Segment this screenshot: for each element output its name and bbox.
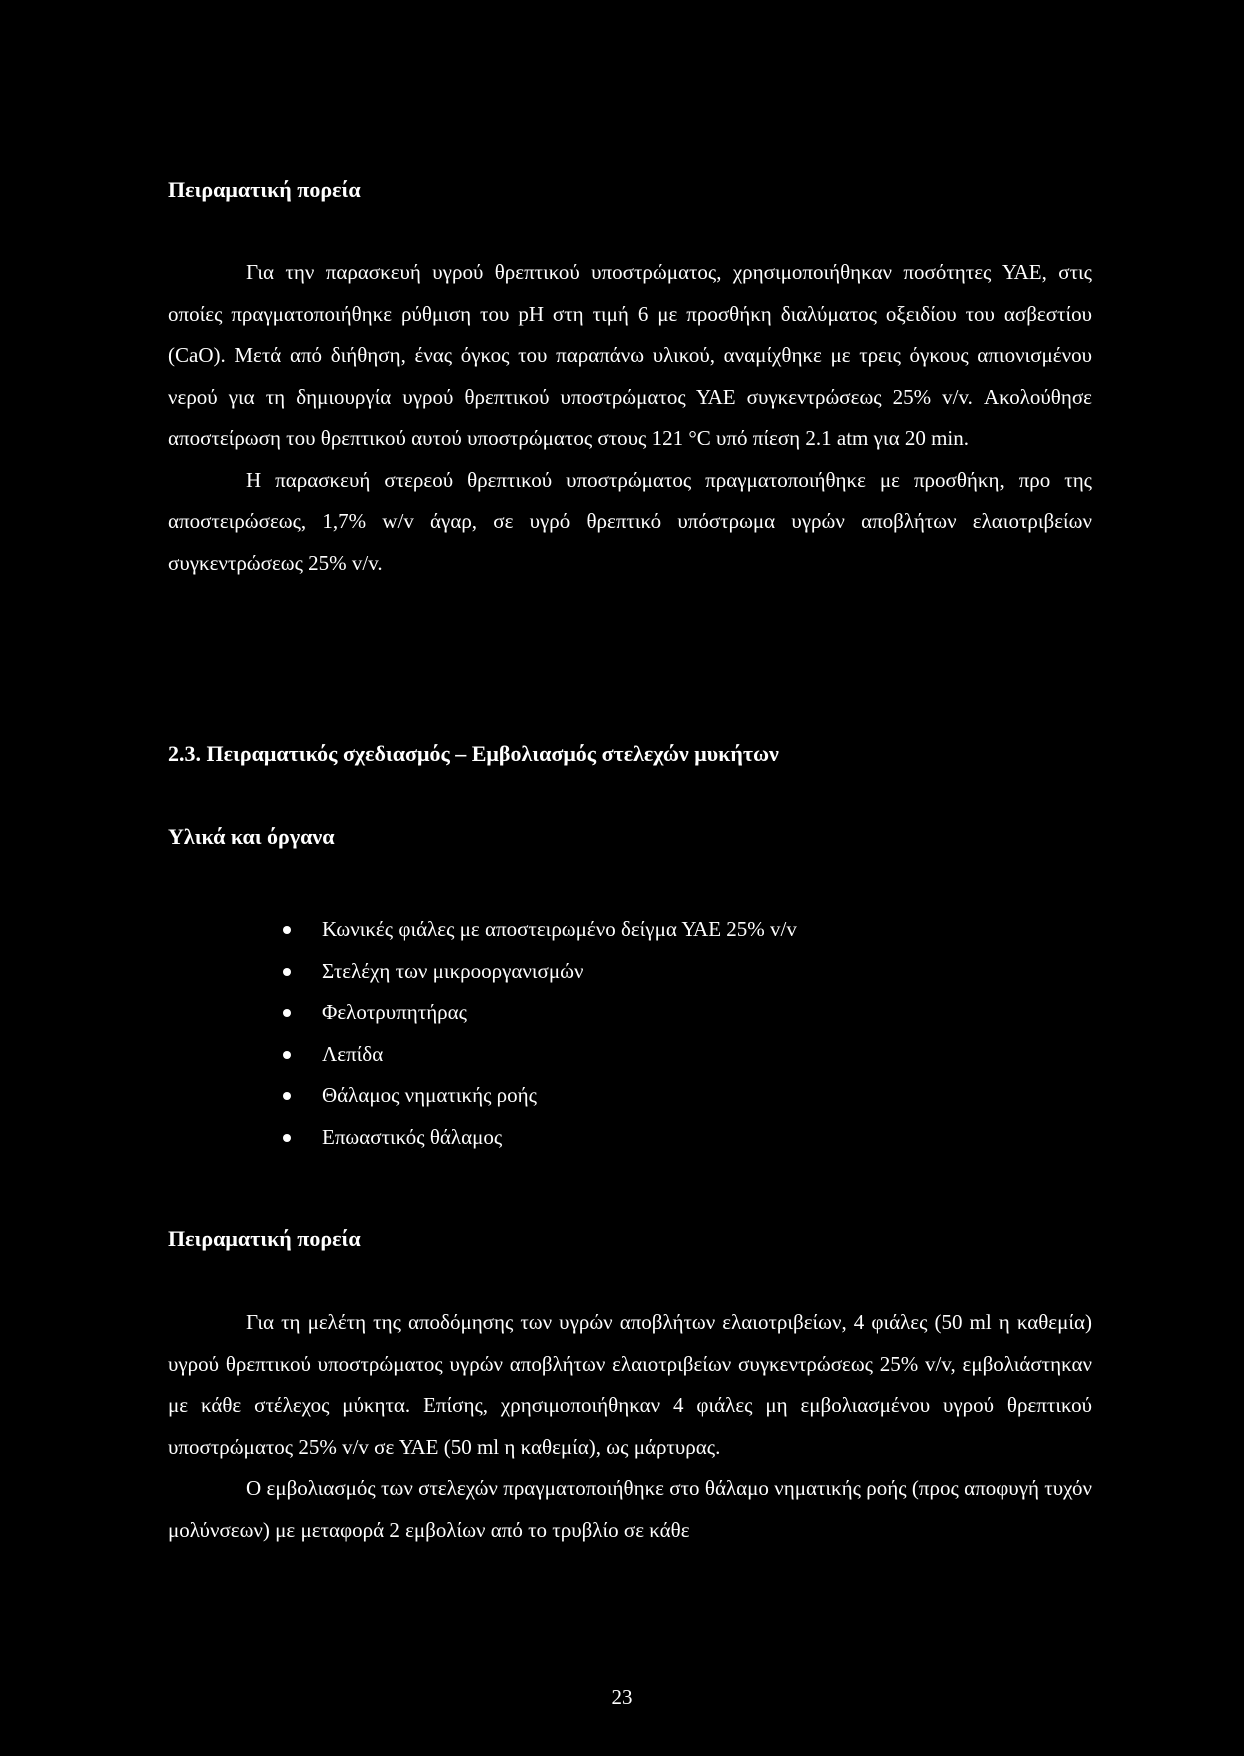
heading-materials: Υλικά και όργανα [168,824,335,849]
page-number: 23 [611,1685,633,1709]
materials-list [280,909,797,1158]
bullet-icon [283,1134,291,1142]
bullet-icon [283,1051,291,1059]
bullet-icon [283,926,291,934]
paragraph-inoculation: Ο εμβολιασμός των στελεχών πραγματοποιήθηκε στο θάλαμο νηματικής ροής (προς αποφυγή τυχόν μολύνσεων) με μεταφορά 2 εμβολίων από το τρυβλίο σε κάθε [168,1476,1092,1542]
paragraph-block-1 [168,252,1092,584]
list-item: Θάλαμος νηματικής ροής [280,1075,797,1117]
paragraph-degradation-study: Για τη μελέτη της αποδόμησης των υγρών αποβλήτων ελαιοτριβείων, 4 φιάλες (50 ml η καθεμία) υγρού θρεπτικού υποστρώματος υγρών αποβλήτων ελαιοτριβείων συγκεντρώσεως 25% v/v, εμβολιάστηκαν με κάθε στέλεχος μύκητα. Επίσης, χρησιμοποιήθηκαν 4 φιάλες μη εμβολιασμένου υγρού θρεπτικού υποστρώματος 25% v/v σε ΥΑΕ (50 ml η καθεμία), ως μάρτυρας. [168,1310,1092,1459]
heading-experimental-procedure: Πειραματική πορεία [168,177,361,202]
section-title: 2.3. Πειραματικός σχεδιασμός – Εμβολιασμός στελεχών μυκήτων [168,741,779,766]
paragraph-block-2 [168,1302,1092,1551]
paragraph-liquid-medium: Για την παρασκευή υγρού θρεπτικού υποστρώματος, χρησιμοποιήθηκαν ποσότητες ΥΑΕ, στις οποίες πραγματοποιήθηκε ρύθμιση του pH στη τιμή 6 με προσθήκη διαλύματος οξειδίου του ασβεστίου (CaO). Μετά από διήθηση, ένας όγκος του παραπάνω υλικού, αναμίχθηκε με τρεις όγκους απιονισμένου νερού για τη δημιουργία υγρού θρεπτικού υποστρώματος ΥΑΕ συγκεντρώσεως 25% v/v. Ακολούθησε αποστείρωση του θρεπτικού αυτού υποστρώματος στους 121 °C υπό πίεση 2.1 atm για 20 min. [168,260,1092,450]
bullet-icon [283,1009,291,1017]
list-item: Στελέχη των μικροοργανισμών [280,951,797,993]
list-item: Λεπίδα [280,1034,797,1076]
paragraph-solid-medium: Η παρασκευή στερεού θρεπτικού υποστρώματος πραγματοποιήθηκε με προσθήκη, προ της αποστειρώσεως, 1,7% w/v άγαρ, σε υγρό θρεπτικό υπόστρωμα υγρών αποβλήτων ελαιοτριβείων συγκεντρώσεως 25% v/v. [168,467,1092,575]
bullet-icon [283,968,291,976]
list-item: Επωαστικός θάλαμος [280,1117,797,1159]
list-item: Κωνικές φιάλες με αποστειρωμένο δείγμα ΥΑΕ 25% v/v [280,909,797,951]
bullet-icon [283,1092,291,1100]
list-item: Φελοτρυπητήρας [280,992,797,1034]
heading-experimental-procedure-2: Πειραματική πορεία [168,1226,361,1251]
